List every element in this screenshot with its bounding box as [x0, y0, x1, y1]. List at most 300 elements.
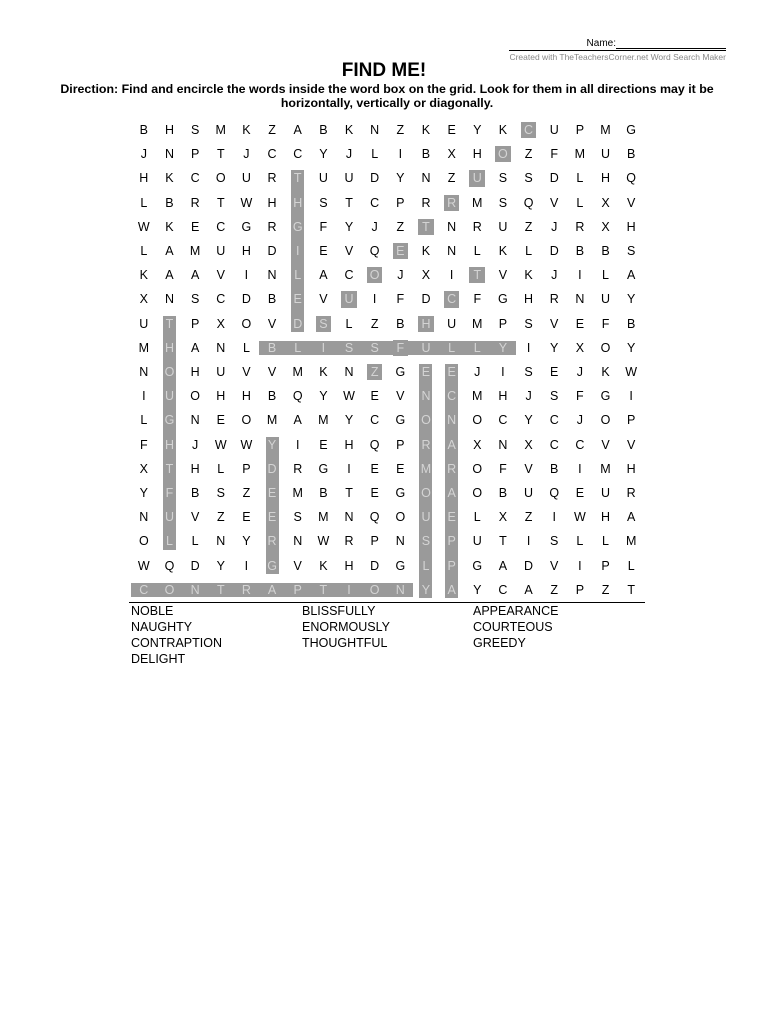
grid-letter[interactable]: Y [524, 413, 533, 428]
grid-letter[interactable]: U [344, 292, 354, 307]
grid-letter[interactable]: X [421, 268, 431, 283]
grid-letter[interactable]: M [318, 413, 329, 428]
grid-letter[interactable]: P [575, 123, 585, 137]
grid-letter[interactable]: R [267, 171, 277, 186]
grid-letter[interactable]: K [319, 365, 328, 379]
grid-letter[interactable]: S [524, 171, 533, 186]
grid-letter[interactable]: A [447, 582, 456, 597]
grid-letter[interactable]: P [498, 316, 508, 331]
grid-letter[interactable]: S [550, 389, 559, 404]
grid-letter[interactable]: B [550, 461, 559, 476]
grid-letter[interactable]: X [601, 219, 610, 234]
grid-letter[interactable]: Z [268, 123, 276, 137]
grid-letter[interactable]: U [216, 365, 226, 379]
grid-letter[interactable]: O [369, 582, 380, 597]
grid-letter[interactable]: B [498, 486, 508, 500]
grid-letter[interactable]: T [216, 195, 225, 210]
grid-letter[interactable]: L [294, 340, 302, 355]
grid-letter[interactable]: U [421, 340, 431, 355]
grid-letter[interactable]: U [472, 534, 482, 549]
grid-letter[interactable]: B [421, 147, 431, 162]
grid-letter[interactable]: A [293, 413, 302, 428]
grid-letter[interactable]: L [473, 340, 481, 355]
grid-letter[interactable]: E [370, 389, 379, 404]
grid-letter[interactable]: O [395, 510, 406, 525]
grid-letter[interactable]: T [345, 195, 353, 210]
grid-letter[interactable]: R [626, 486, 636, 500]
grid-letter[interactable]: O [421, 486, 431, 500]
grid-letter[interactable]: Y [550, 340, 559, 355]
grid-letter[interactable]: C [524, 123, 534, 137]
grid-letter[interactable]: I [629, 389, 633, 404]
grid-letter[interactable]: M [625, 534, 637, 549]
grid-letter[interactable]: G [395, 413, 406, 428]
grid-letter[interactable]: B [319, 123, 328, 137]
grid-letter[interactable]: L [140, 244, 148, 258]
grid-letter[interactable]: E [216, 413, 225, 428]
grid-letter[interactable]: H [600, 171, 611, 186]
grid-letter[interactable]: K [344, 123, 354, 137]
grid-letter[interactable]: P [447, 534, 456, 549]
grid-letter[interactable]: N [139, 365, 149, 379]
grid-letter[interactable]: E [421, 365, 431, 379]
grid-letter[interactable]: M [600, 461, 611, 476]
grid-letter[interactable]: M [574, 147, 586, 162]
grid-letter[interactable]: N [344, 365, 354, 379]
grid-letter[interactable]: D [549, 244, 559, 258]
grid-letter[interactable]: E [242, 510, 251, 525]
grid-letter[interactable]: V [550, 316, 559, 331]
grid-letter[interactable]: Y [626, 292, 636, 307]
grid-letter[interactable]: V [601, 437, 610, 452]
grid-letter[interactable]: I [321, 340, 326, 355]
grid-letter[interactable]: H [190, 365, 200, 379]
grid-letter[interactable]: Z [601, 582, 610, 597]
grid-letter[interactable]: I [449, 268, 454, 283]
grid-letter[interactable]: E [293, 292, 302, 307]
grid-letter[interactable]: N [575, 292, 585, 307]
grid-letter[interactable]: S [524, 365, 533, 379]
grid-letter[interactable]: Z [550, 582, 559, 597]
grid-letter[interactable]: Y [473, 582, 482, 597]
grid-letter[interactable]: Y [396, 171, 405, 186]
grid-letter[interactable]: G [395, 558, 406, 573]
grid-letter[interactable]: U [421, 510, 431, 525]
grid-letter[interactable]: M [292, 486, 303, 500]
grid-letter[interactable]: O [164, 582, 175, 597]
grid-letter[interactable]: E [550, 365, 559, 379]
grid-letter[interactable]: O [138, 534, 149, 549]
grid-letter[interactable]: P [626, 413, 636, 428]
grid-letter[interactable]: S [524, 316, 533, 331]
grid-letter[interactable]: U [164, 389, 174, 404]
grid-letter[interactable]: S [344, 340, 354, 355]
grid-letter[interactable]: F [499, 461, 507, 476]
grid-letter[interactable]: H [190, 461, 200, 476]
grid-letter[interactable]: L [371, 147, 379, 162]
grid-letter[interactable]: R [421, 437, 431, 452]
grid-letter[interactable]: Y [242, 534, 251, 549]
grid-letter[interactable]: I [372, 292, 377, 307]
grid-letter[interactable]: X [216, 316, 225, 331]
grid-letter[interactable]: N [421, 389, 431, 404]
grid-letter[interactable]: E [370, 486, 379, 500]
grid-letter[interactable]: N [395, 582, 405, 597]
grid-letter[interactable]: G [395, 365, 406, 379]
grid-letter[interactable]: N [447, 244, 457, 258]
grid-letter[interactable]: B [267, 292, 277, 307]
grid-letter[interactable]: I [244, 268, 249, 283]
grid-letter[interactable]: Q [369, 244, 380, 258]
grid-letter[interactable]: Y [319, 389, 328, 404]
grid-letter[interactable]: H [164, 340, 174, 355]
grid-letter[interactable]: O [600, 413, 611, 428]
grid-letter[interactable]: I [295, 244, 300, 258]
grid-letter[interactable]: S [319, 195, 328, 210]
grid-letter[interactable]: B [601, 244, 610, 258]
grid-letter[interactable]: O [472, 486, 483, 500]
grid-letter[interactable]: R [267, 219, 277, 234]
grid-letter[interactable]: Z [396, 219, 405, 234]
grid-letter[interactable]: P [396, 437, 405, 452]
grid-letter[interactable]: W [214, 437, 227, 452]
grid-letter[interactable]: U [549, 123, 559, 137]
grid-letter[interactable]: S [216, 486, 225, 500]
grid-letter[interactable]: I [526, 534, 531, 549]
grid-letter[interactable]: P [242, 461, 251, 476]
grid-letter[interactable]: G [600, 389, 611, 404]
grid-letter[interactable]: U [524, 486, 534, 500]
grid-letter[interactable]: C [216, 219, 226, 234]
grid-letter[interactable]: U [164, 510, 174, 525]
grid-letter[interactable]: H [267, 195, 277, 210]
grid-letter[interactable]: S [190, 123, 200, 137]
grid-letter[interactable]: L [345, 316, 353, 331]
grid-letter[interactable]: R [190, 195, 200, 210]
grid-letter[interactable]: C [575, 437, 585, 452]
grid-letter[interactable]: D [549, 171, 559, 186]
grid-letter[interactable]: D [370, 171, 380, 186]
grid-letter[interactable]: Q [626, 171, 637, 186]
grid-letter[interactable]: V [498, 268, 508, 283]
grid-letter[interactable]: D [293, 316, 303, 331]
grid-letter[interactable]: N [216, 534, 226, 549]
grid-letter[interactable]: C [293, 147, 303, 162]
grid-letter[interactable]: E [267, 510, 277, 525]
grid-letter[interactable]: E [319, 244, 328, 258]
grid-letter[interactable]: T [165, 316, 174, 331]
grid-letter[interactable]: L [217, 461, 225, 476]
grid-letter[interactable]: P [190, 316, 200, 331]
grid-letter[interactable]: Q [164, 558, 175, 573]
grid-letter[interactable]: A [498, 558, 508, 573]
grid-letter[interactable]: E [396, 244, 405, 258]
grid-letter[interactable]: A [190, 340, 200, 355]
grid-letter[interactable]: M [266, 413, 278, 428]
grid-letter[interactable]: I [578, 558, 582, 573]
grid-letter[interactable]: V [550, 195, 559, 210]
grid-letter[interactable]: X [575, 340, 585, 355]
grid-letter[interactable]: C [370, 413, 380, 428]
grid-letter[interactable]: N [267, 268, 277, 283]
grid-letter[interactable]: X [447, 147, 456, 162]
grid-letter[interactable]: L [191, 534, 199, 549]
grid-letter[interactable]: Q [523, 195, 534, 210]
grid-letter[interactable]: A [190, 268, 200, 283]
grid-letter[interactable]: X [524, 437, 533, 452]
grid-letter[interactable]: U [498, 219, 508, 234]
grid-letter[interactable]: J [371, 219, 378, 234]
grid-letter[interactable]: L [576, 171, 584, 186]
grid-letter[interactable]: U [241, 171, 251, 186]
grid-letter[interactable]: H [241, 389, 251, 404]
grid-letter[interactable]: K [242, 123, 251, 137]
grid-letter[interactable]: O [164, 365, 175, 379]
grid-letter[interactable]: Z [370, 365, 379, 379]
grid-letter[interactable]: V [267, 365, 277, 379]
grid-letter[interactable]: T [216, 582, 225, 597]
grid-letter[interactable]: J [551, 219, 558, 234]
grid-letter[interactable]: O [241, 316, 252, 331]
grid-letter[interactable]: L [448, 340, 456, 355]
grid-letter[interactable]: H [498, 389, 508, 404]
grid-letter[interactable]: F [576, 389, 584, 404]
grid-letter[interactable]: N [164, 292, 174, 307]
grid-letter[interactable]: B [396, 316, 405, 331]
grid-letter[interactable]: A [626, 268, 636, 283]
grid-letter[interactable]: Y [473, 123, 482, 137]
grid-letter[interactable]: H [293, 195, 303, 210]
grid-letter[interactable]: K [165, 171, 174, 186]
grid-letter[interactable]: V [626, 437, 636, 452]
grid-letter[interactable]: X [139, 461, 148, 476]
grid-letter[interactable]: M [472, 316, 483, 331]
grid-letter[interactable]: C [447, 292, 457, 307]
grid-letter[interactable]: K [498, 123, 508, 137]
grid-letter[interactable]: T [627, 582, 635, 597]
grid-letter[interactable]: E [575, 486, 585, 500]
grid-letter[interactable]: W [317, 534, 330, 549]
grid-letter[interactable]: R [575, 219, 585, 234]
grid-letter[interactable]: L [602, 534, 609, 549]
grid-letter[interactable]: O [498, 147, 508, 162]
grid-letter[interactable]: C [549, 413, 559, 428]
grid-letter[interactable]: U [447, 316, 457, 331]
grid-letter[interactable]: C [549, 437, 559, 452]
grid-letter[interactable]: S [498, 195, 508, 210]
grid-letter[interactable]: D [190, 558, 200, 573]
grid-letter[interactable]: F [473, 292, 482, 307]
grid-letter[interactable]: T [165, 461, 174, 476]
grid-letter[interactable]: Q [369, 510, 380, 525]
grid-letter[interactable]: U [600, 292, 611, 307]
grid-letter[interactable]: L [576, 195, 584, 210]
grid-letter[interactable]: K [601, 365, 610, 379]
grid-letter[interactable]: L [165, 534, 173, 549]
grid-letter[interactable]: O [241, 413, 252, 428]
grid-letter[interactable]: Z [242, 486, 251, 500]
grid-letter[interactable]: V [524, 461, 533, 476]
grid-letter[interactable]: W [573, 510, 586, 525]
grid-letter[interactable]: A [447, 486, 456, 500]
grid-letter[interactable]: H [600, 510, 611, 525]
grid-letter[interactable]: F [601, 316, 610, 331]
grid-letter[interactable]: G [626, 123, 637, 137]
grid-letter[interactable]: B [165, 195, 174, 210]
grid-letter[interactable]: N [395, 534, 405, 549]
grid-letter[interactable]: V [216, 268, 225, 283]
grid-letter[interactable]: B [626, 147, 636, 162]
grid-letter[interactable]: Y [139, 486, 148, 500]
grid-letter[interactable]: V [550, 558, 559, 573]
grid-letter[interactable]: T [473, 268, 482, 283]
grid-letter[interactable]: S [370, 340, 379, 355]
grid-letter[interactable]: C [498, 582, 508, 597]
grid-letter[interactable]: G [498, 292, 508, 307]
grid-letter[interactable]: J [474, 365, 481, 379]
grid-letter[interactable]: R [447, 461, 457, 476]
grid-letter[interactable]: U [600, 147, 611, 162]
grid-letter[interactable]: Q [292, 389, 303, 404]
grid-letter[interactable]: M [318, 510, 329, 525]
grid-letter[interactable]: P [370, 534, 379, 549]
grid-letter[interactable]: J [576, 413, 583, 428]
grid-letter[interactable]: A [293, 123, 302, 137]
grid-letter[interactable]: J [551, 268, 558, 283]
grid-letter[interactable]: I [295, 437, 300, 452]
grid-letter[interactable]: N [293, 534, 303, 549]
grid-letter[interactable]: D [267, 244, 277, 258]
grid-letter[interactable]: L [140, 413, 148, 428]
grid-letter[interactable]: J [576, 365, 583, 379]
grid-letter[interactable]: Y [498, 340, 508, 355]
grid-letter[interactable]: R [241, 582, 251, 597]
grid-letter[interactable]: O [215, 171, 226, 186]
grid-letter[interactable]: K [498, 244, 508, 258]
grid-letter[interactable]: O [472, 413, 483, 428]
grid-letter[interactable]: T [216, 147, 225, 162]
grid-letter[interactable]: A [524, 582, 533, 597]
grid-letter[interactable]: D [524, 558, 534, 573]
grid-letter[interactable]: S [626, 244, 636, 258]
grid-letter[interactable]: R [447, 195, 457, 210]
grid-letter[interactable]: E [447, 123, 456, 137]
grid-letter[interactable]: Z [216, 510, 225, 525]
grid-letter[interactable]: Z [370, 316, 379, 331]
grid-letter[interactable]: I [578, 461, 582, 476]
grid-letter[interactable]: D [267, 461, 277, 476]
grid-letter[interactable]: I [244, 558, 249, 573]
grid-letter[interactable]: A [447, 437, 456, 452]
grid-letter[interactable]: Y [267, 437, 277, 452]
grid-letter[interactable]: B [626, 316, 636, 331]
grid-letter[interactable]: N [447, 219, 457, 234]
grid-letter[interactable]: F [319, 219, 328, 234]
grid-letter[interactable]: T [422, 219, 430, 234]
grid-letter[interactable]: D [421, 292, 431, 307]
grid-letter[interactable]: E [370, 461, 379, 476]
grid-letter[interactable]: H [472, 147, 482, 162]
grid-letter[interactable]: N [164, 147, 174, 162]
grid-letter[interactable]: O [190, 389, 200, 404]
grid-letter[interactable]: J [345, 147, 353, 162]
grid-letter[interactable]: Z [524, 219, 533, 234]
grid-letter[interactable]: Z [524, 147, 533, 162]
grid-letter[interactable]: M [472, 195, 483, 210]
grid-letter[interactable]: A [319, 268, 328, 283]
grid-letter[interactable]: K [524, 268, 533, 283]
grid-letter[interactable]: A [165, 268, 174, 283]
grid-letter[interactable]: H [344, 437, 354, 452]
grid-letter[interactable]: N [139, 510, 149, 525]
grid-letter[interactable]: Z [447, 171, 456, 186]
grid-letter[interactable]: U [139, 316, 149, 331]
grid-letter[interactable]: X [498, 510, 508, 525]
grid-letter[interactable]: P [293, 582, 302, 597]
grid-letter[interactable]: S [190, 292, 200, 307]
grid-letter[interactable]: V [190, 510, 200, 525]
grid-letter[interactable]: B [267, 340, 277, 355]
grid-letter[interactable]: Y [344, 219, 354, 234]
grid-letter[interactable]: Y [344, 413, 354, 428]
grid-letter[interactable]: N [344, 510, 354, 525]
grid-letter[interactable]: V [319, 292, 328, 307]
grid-letter[interactable]: R [472, 219, 482, 234]
grid-letter[interactable]: P [190, 147, 200, 162]
grid-letter[interactable]: Z [524, 510, 533, 525]
grid-letter[interactable]: F [165, 486, 174, 500]
grid-letter[interactable]: W [625, 365, 638, 379]
grid-letter[interactable]: I [142, 389, 146, 404]
grid-letter[interactable]: F [140, 437, 148, 452]
grid-letter[interactable]: J [191, 437, 199, 452]
grid-letter[interactable]: R [344, 534, 354, 549]
grid-letter[interactable]: W [137, 558, 150, 573]
grid-letter[interactable]: M [189, 244, 201, 258]
grid-letter[interactable]: O [369, 268, 380, 283]
grid-letter[interactable]: C [370, 195, 380, 210]
grid-letter[interactable]: Z [396, 123, 405, 137]
grid-letter[interactable]: I [347, 461, 351, 476]
grid-letter[interactable]: J [525, 389, 532, 404]
grid-letter[interactable]: K [165, 219, 174, 234]
grid-letter[interactable]: H [524, 292, 534, 307]
grid-letter[interactable]: H [216, 389, 226, 404]
grid-letter[interactable]: W [240, 195, 253, 210]
grid-letter[interactable]: N [370, 123, 380, 137]
grid-letter[interactable]: K [421, 244, 431, 258]
grid-letter[interactable]: B [139, 123, 148, 137]
grid-letter[interactable]: L [294, 268, 302, 283]
grid-letter[interactable]: M [138, 340, 150, 355]
grid-letter[interactable]: T [319, 582, 328, 597]
grid-letter[interactable]: H [344, 558, 354, 573]
grid-letter[interactable]: Y [319, 147, 328, 162]
grid-letter[interactable]: B [267, 389, 277, 404]
grid-letter[interactable]: S [293, 510, 302, 525]
grid-letter[interactable]: R [549, 292, 559, 307]
grid-letter[interactable]: E [396, 461, 405, 476]
grid-letter[interactable]: L [140, 195, 148, 210]
grid-letter[interactable]: N [447, 413, 457, 428]
grid-letter[interactable]: J [140, 147, 147, 162]
grid-letter[interactable]: I [526, 340, 531, 355]
grid-letter[interactable]: Q [549, 486, 560, 500]
grid-letter[interactable]: T [293, 171, 302, 186]
grid-letter[interactable]: G [164, 413, 175, 428]
grid-letter[interactable]: S [421, 534, 431, 549]
grid-letter[interactable]: M [600, 123, 611, 137]
